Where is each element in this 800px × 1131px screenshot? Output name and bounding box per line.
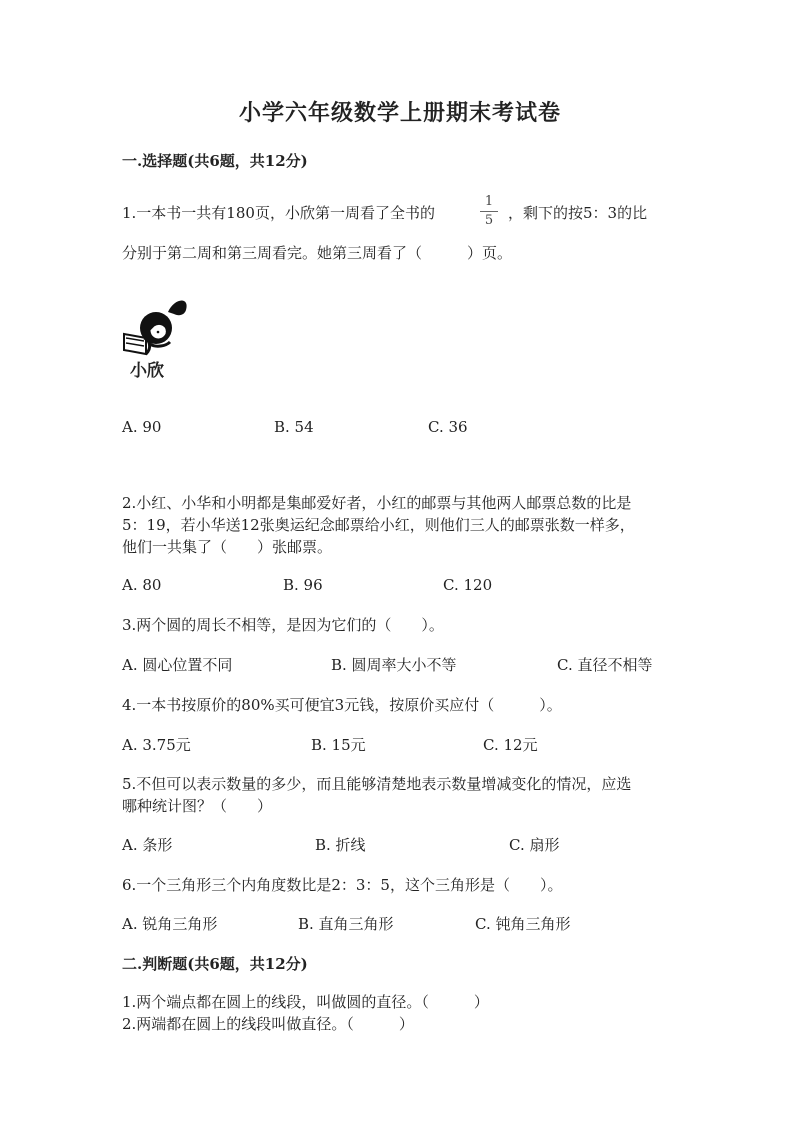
illustration-label: 小欣 [130, 361, 164, 381]
q6-option-b[interactable]: B. 直角三角形 [298, 915, 394, 933]
q5-line1: 5.不但可以表示数量的多少，而且能够清楚地表示数量增减变化的情况，应选 [122, 775, 632, 793]
q3-option-b[interactable]: B. 圆周率大小不等 [331, 656, 457, 674]
q1-option-a[interactable]: A. 90 [122, 418, 162, 436]
q2-line3: 他们一共集了（ ）张邮票。 [122, 538, 333, 556]
q1-option-c[interactable]: C. 36 [428, 418, 468, 436]
q5-option-b[interactable]: B. 折线 [315, 836, 366, 854]
q2-option-a[interactable]: A. 80 [122, 576, 162, 594]
page-title: 小学六年级数学上册期末考试卷 [238, 100, 561, 126]
q1-fraction [480, 194, 498, 229]
q3-line1: 3.两个圆的周长不相等，是因为它们的（ ）。 [122, 616, 444, 634]
q2-option-b[interactable]: B. 96 [283, 576, 323, 594]
q5-line2: 哪种统计图？（ ） [122, 797, 273, 815]
fraction-bar [480, 211, 498, 212]
q5-option-a[interactable]: A. 条形 [122, 836, 173, 854]
q6-line1: 6.一个三角形三个内角度数比是2：3：5，这个三角形是（ ）。 [122, 876, 563, 894]
fraction-denominator: 5 [484, 213, 494, 228]
q3-option-c[interactable]: C. 直径不相等 [557, 656, 653, 674]
judgement-item-2: 2.两端都在圆上的线段叫做直径。（ ） [122, 1015, 414, 1033]
q5-option-c[interactable]: C. 扇形 [509, 836, 560, 854]
q4-option-b[interactable]: B. 15元 [311, 736, 366, 754]
q4-line1: 4.一本书按原价的80%买可便宜3元钱，按原价买应付（ ）。 [122, 696, 562, 714]
section-heading-choice: 一.选择题(共6题，共12分) [122, 152, 308, 170]
q2-option-c[interactable]: C. 120 [443, 576, 493, 594]
q6-option-c[interactable]: C. 钝角三角形 [475, 915, 571, 933]
q1-option-b[interactable]: B. 54 [274, 418, 314, 436]
q1-line1-before: 1.一本书一共有180页，小欣第一周看了全书的 [122, 204, 435, 222]
q4-option-a[interactable]: A. 3.75元 [122, 736, 191, 754]
fraction-numerator: 1 [484, 194, 494, 209]
q1-line2: 分别于第二周和第三周看完。她第三周看了（ ）页。 [122, 244, 513, 262]
q2-line1: 2.小红、小华和小明都是集邮爱好者，小红的邮票与其他两人邮票总数的比是 [122, 494, 632, 512]
section-heading-judgement: 二.判断题(共6题，共12分) [122, 955, 308, 973]
q6-option-a[interactable]: A. 锐角三角形 [122, 915, 218, 933]
q4-option-c[interactable]: C. 12元 [483, 736, 538, 754]
judgement-item-1: 1.两个端点都在圆上的线段，叫做圆的直径。（ ） [122, 993, 489, 1011]
q2-line2: 5：19，若小华送12张奥运纪念邮票给小红，则他们三人的邮票张数一样多， [122, 516, 635, 534]
q3-option-a[interactable]: A. 圆心位置不同 [122, 656, 233, 674]
q1-line1-after: ，剩下的按5：3的比 [508, 204, 648, 222]
